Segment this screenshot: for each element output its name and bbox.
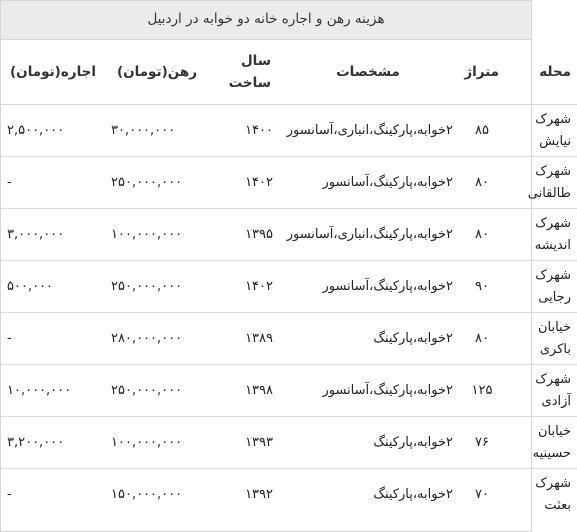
table-row: [1, 469, 577, 521]
table-row: [1, 365, 577, 417]
rent-value: ۱۰,۰۰۰,۰۰۰: [7, 382, 72, 398]
header-area: محله: [505, 40, 577, 105]
header-rent: اجاره(تومان): [1, 40, 105, 105]
rent-value: ۵۰۰,۰۰۰: [7, 278, 54, 294]
rent-value: ۳,۲۰۰,۰۰۰: [7, 434, 65, 450]
header-deposit: رهن(تومان): [105, 40, 209, 105]
cell-spec: ۲خوابه،پارکینگ،آسانسور: [277, 261, 459, 313]
cell-spec: ۲خوابه،پارکینگ: [277, 417, 459, 469]
table-row: [1, 261, 577, 313]
cell-rent: [1, 261, 105, 313]
deposit-value: ۳۰,۰۰۰,۰۰۰: [111, 122, 176, 138]
deposit-value: ۲۵۰,۰۰۰,۰۰۰: [111, 174, 183, 190]
deposit-value: ۲۵۰,۰۰۰,۰۰۰: [111, 278, 183, 294]
cell-spec: ۲خوابه،پارکینگ: [373, 486, 453, 502]
cell-area: شهرک نیایش: [505, 105, 577, 157]
cell-area: شهرک اندیشه: [505, 209, 577, 261]
cell-meter: ۹۰: [459, 261, 505, 313]
header-meter: متراژ: [459, 40, 505, 105]
cell-area: شهرک طالقانی: [505, 157, 577, 209]
deposit-value: ۲۵۰,۰۰۰,۰۰۰: [111, 382, 183, 398]
cell-area: خیابان حسینیه: [505, 417, 577, 469]
cell-year: ۱۴۰۲: [209, 261, 277, 313]
cell-deposit: [105, 157, 209, 209]
cell-spec: ۲خوابه،پارکینگ،انباری،آسانسور: [277, 105, 459, 157]
cell-spec: ۲خوابه،پارکینگ،آسانسور: [277, 157, 459, 209]
cell-year: ۱۳۹۳: [209, 417, 277, 469]
cell-rent: [1, 313, 105, 365]
rent-value: -: [7, 174, 12, 190]
table-row: [1, 313, 577, 365]
cell-deposit: [105, 417, 209, 469]
cell-rent: [1, 365, 105, 417]
cell-meter: ۸۰: [459, 157, 505, 209]
cell-year: ۱۳۸۹: [209, 313, 277, 365]
rent-price-table: [1, 40, 577, 520]
cell-deposit: [105, 313, 209, 365]
cell-deposit: [105, 209, 209, 261]
cell-deposit: [105, 261, 209, 313]
deposit-value: ۱۵۰,۰۰۰,۰۰۰: [111, 486, 183, 502]
deposit-value: ۲۸۰,۰۰۰,۰۰۰: [111, 330, 183, 346]
cell-deposit: [105, 105, 209, 157]
cell-year: ۱۳۹۸: [209, 365, 277, 417]
cell-spec: ۲خوابه،پارکینگ،انباری،آسانسور: [277, 209, 459, 261]
table-row: [1, 417, 577, 469]
cell-year: ۱۳۹۲: [245, 486, 273, 502]
header-year: سال ساخت: [209, 40, 277, 105]
table-header: [1, 40, 577, 105]
rent-value: -: [7, 486, 12, 502]
rent-value: ۳,۰۰۰,۰۰۰: [7, 226, 65, 242]
cell-meter: ۷۰: [475, 486, 489, 502]
cell-spec: ۲خوابه،پارکینگ،آسانسور: [277, 365, 459, 417]
cell-rent: [1, 157, 105, 209]
cell-deposit: [105, 469, 209, 521]
cell-deposit: [105, 365, 209, 417]
table-row: [1, 105, 577, 157]
rent-value: ۲,۵۰۰,۰۰۰: [7, 122, 65, 138]
cell-rent: [1, 469, 105, 521]
cell-rent: [1, 105, 105, 157]
cell-meter: ۸۰: [459, 209, 505, 261]
cell-meter: ۸۵: [459, 105, 505, 157]
cell-area: شهرک رجایی: [505, 261, 577, 313]
cell-rent: [1, 417, 105, 469]
deposit-value: ۱۰۰,۰۰۰,۰۰۰: [111, 434, 183, 450]
deposit-value: ۱۰۰,۰۰۰,۰۰۰: [111, 226, 183, 242]
cell-meter: ۷۶: [459, 417, 505, 469]
table-row: [1, 157, 577, 209]
table-caption: هزینه رهن و اجاره خانه دو خوابه در اردبیل: [1, 1, 531, 40]
cell-meter: ۸۰: [459, 313, 505, 365]
cell-area: خیابان باکری: [505, 313, 577, 365]
cell-area: شهرک بعثت: [535, 475, 571, 513]
table-row: [1, 209, 577, 261]
cell-rent: [1, 209, 105, 261]
rent-value: -: [7, 330, 12, 346]
cell-spec: ۲خوابه،پارکینگ: [277, 313, 459, 365]
cell-area: شهرک آزادی: [505, 365, 577, 417]
table-body: [1, 105, 577, 521]
cell-meter: ۱۲۵: [459, 365, 505, 417]
header-spec: مشخصات: [277, 40, 459, 105]
cell-year: ۱۴۰۰: [209, 105, 277, 157]
header-row: [1, 40, 577, 105]
cell-year: ۱۳۹۵: [209, 209, 277, 261]
cell-year: ۱۴۰۲: [209, 157, 277, 209]
